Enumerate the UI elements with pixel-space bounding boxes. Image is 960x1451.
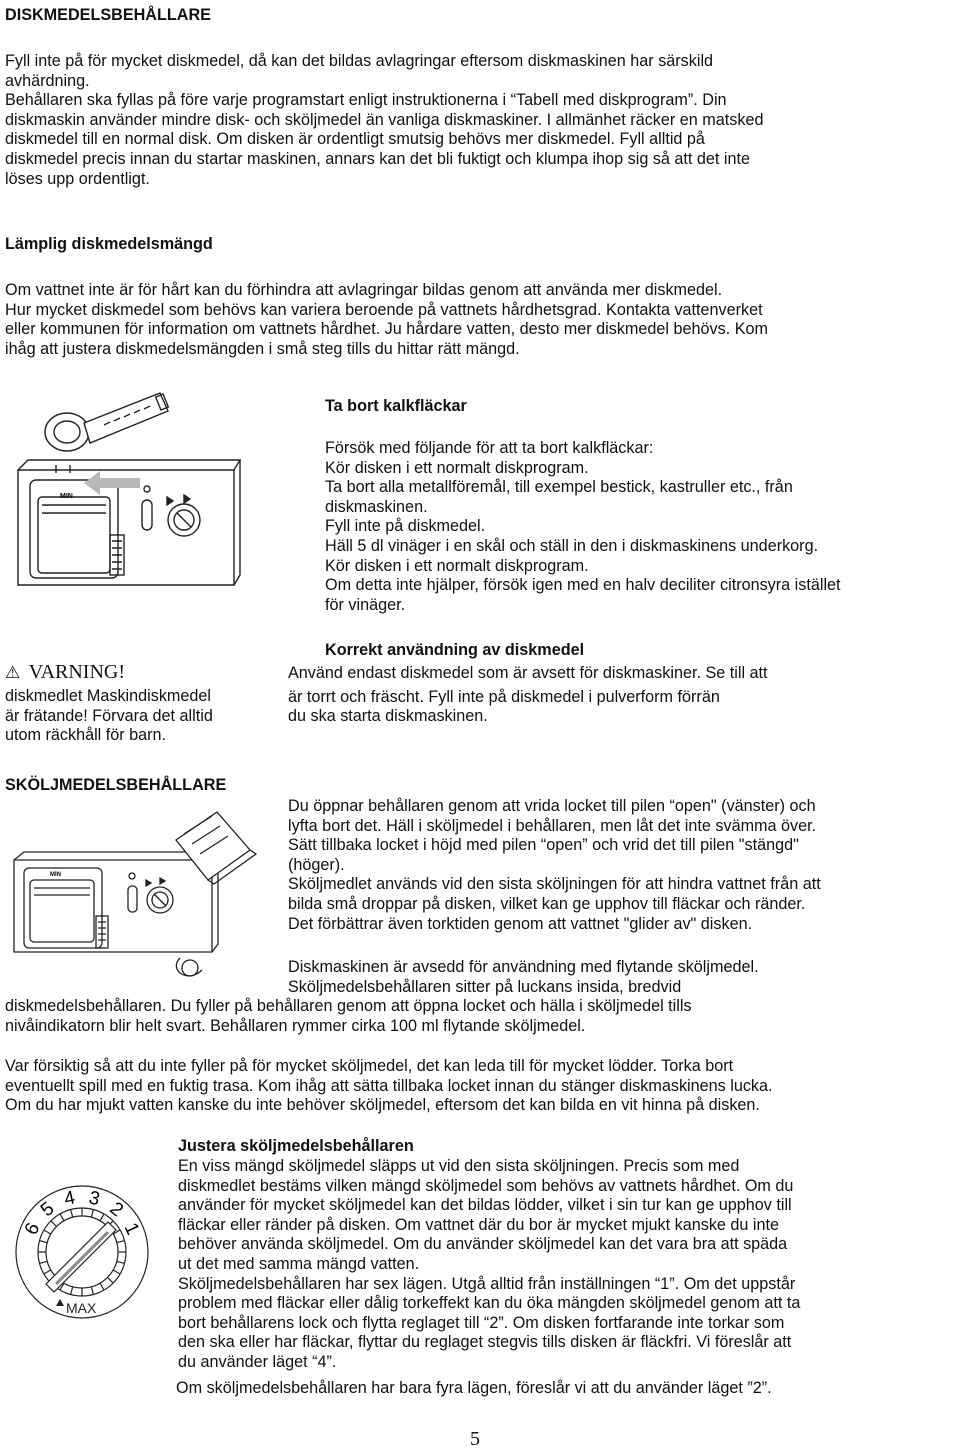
text-line: löses upp ordentligt. bbox=[5, 169, 150, 188]
text-line: Försök med följande för att ta bort kalkfläckar: bbox=[325, 439, 654, 457]
text-line: eventuellt spill med en fuktig trasa. Kom ihåg att sätta tillbaka locket innan du stänger diskmaskinens lucka. bbox=[5, 1076, 773, 1095]
text-line: problem med fläckar eller dålig torkeffekt kan du öka mängden sköljmedel genom att ta bbox=[178, 1294, 801, 1313]
dial-tick bbox=[60, 1214, 64, 1221]
text-line: diskmaskinen. bbox=[325, 497, 428, 516]
rinse-aid-dial-illustration bbox=[4, 1180, 164, 1330]
text-line: Sköljmedelsbehållaren har sex lägen. Utgå alltid från inställningen “1”. Om det uppstår bbox=[178, 1274, 796, 1293]
dial-tick bbox=[117, 1261, 125, 1263]
text-line: nivåindikatorn blir helt svart. Behållaren rymmer cirka 100 ml flytande sköljmedel. bbox=[5, 1016, 586, 1035]
paragraph-skoljmedel-oppna bbox=[288, 797, 821, 934]
paragraph-diskmedel bbox=[5, 52, 763, 189]
text-line: (höger). bbox=[288, 855, 345, 874]
dial-tick bbox=[91, 1210, 93, 1218]
dial-number: 6 bbox=[20, 1219, 45, 1239]
max-label: MAX bbox=[66, 1300, 97, 1316]
text-line: Kör disken i ett normalt diskprogram. bbox=[325, 556, 589, 575]
text-line: En viss mängd sköljmedel släpps ut vid den sista sköljningen. Precis som med bbox=[178, 1157, 740, 1175]
text-line: avhärdning. bbox=[5, 71, 90, 90]
dial-tick bbox=[117, 1241, 125, 1243]
dial-tick bbox=[113, 1270, 120, 1274]
dial-indicator bbox=[46, 1222, 116, 1292]
text-line: Det förbättrar även torktiden genom att vattnet "glider av" disken. bbox=[288, 914, 753, 933]
text-line: Kör disken i ett normalt diskprogram. bbox=[325, 458, 589, 477]
dial-tick bbox=[71, 1287, 73, 1295]
text-line: är torrt och fräscht. Fyll inte på diskmedel i pulverform förrän bbox=[288, 687, 720, 706]
text-line: diskmedel precis innan du startar maskinen, annars kan det bli fuktigt och klumpa ihop sig så att det inte bbox=[5, 149, 751, 168]
text-line: du använder läget “4”. bbox=[178, 1352, 337, 1371]
text-line: Hur mycket diskmedel som behövs kan variera beroende på vattnets hårdhetsgrad. Kontakta vattenverket bbox=[5, 300, 763, 319]
dial-number: 5 bbox=[36, 1198, 59, 1222]
text-line: diskmedlet bestäms vilken mängd sköljmedel som behövs av vattnets hårdhet. Om du bbox=[178, 1176, 794, 1195]
arrow-up-icon bbox=[56, 1299, 64, 1306]
dial-tick bbox=[40, 1241, 48, 1243]
paragraph-justera bbox=[178, 1157, 800, 1373]
text-line: diskmaskin använder mindre disk- och sköljmedel än vanliga diskmaskiner. I allmänhet räcker en matsked bbox=[5, 110, 764, 129]
section-title-lamplig-mangd: Lämplig diskmedelsmängd bbox=[5, 235, 213, 253]
text-line: Häll 5 dl vinäger i en skål och ställ in den i diskmaskinens underkorg. bbox=[325, 536, 819, 555]
text-line: Om du har mjukt vatten kanske du inte behöver sköljmedel, eftersom det kan bilda en vit hinna på disken. bbox=[5, 1096, 760, 1115]
section-title-diskmedelsbehallare: DISKMEDELSBEHÅLLARE bbox=[5, 6, 211, 24]
paragraph-skoljmedel-forsiktig bbox=[5, 1057, 773, 1116]
text-line: använder för mycket sköljmedel kan det bildas lödder, vilket i sin tur kan ge upphov till bbox=[178, 1196, 792, 1215]
paragraph-skoljmedel-fylla bbox=[5, 997, 692, 1036]
max-marker bbox=[56, 1299, 97, 1316]
text-line: ihåg att justera diskmedelsmängden i små steg tills du hittar rätt mängd. bbox=[5, 339, 520, 358]
dial-tick bbox=[91, 1287, 93, 1295]
text-line: bilda små droppar på disken, vilket kan ge upphov till fläckar och ränder. bbox=[288, 894, 806, 913]
paragraph-fyra-lagen: Om sköljmedelsbehållaren har bara fyra lägen, föreslår vi att du använder läget ”2”. bbox=[176, 1379, 772, 1397]
warning-title: VARNING! bbox=[28, 661, 126, 683]
text-line: Sätt tillbaka locket i höjd med pilen “open” och vrid det till pilen "stängd" bbox=[288, 836, 799, 855]
detergent-dispenser-illustration bbox=[12, 385, 252, 615]
text-line: diskmedel till en normal disk. Om disken är ordentligt smutsig behövs mer diskmedel. Fyll alltid på bbox=[5, 130, 705, 149]
warning-icon: ⚠ bbox=[5, 663, 21, 682]
warning-text-line: utom räckhåll för barn. bbox=[5, 726, 167, 745]
section-title-korrekt-anvandning: Korrekt användning av diskmedel bbox=[325, 641, 585, 659]
paragraph-lamplig-mangd bbox=[5, 281, 768, 359]
section-title-kalkflackar: Ta bort kalkfläckar bbox=[325, 397, 467, 415]
text-line: bort behållarens lock och flytta reglaget till “2”. Om disken fortfarande inte torkar som bbox=[178, 1313, 785, 1332]
text-line: Om vattnet inte är för hårt kan du förhindra att avlagringar bildas genom att använda mer diskmedel. bbox=[5, 281, 723, 299]
text-line: Använd endast diskmedel som är avsett för diskmaskiner. Se till att bbox=[288, 664, 768, 682]
text-line: Ta bort alla metallföremål, till exempel bestick, kastruller etc., från bbox=[325, 478, 793, 497]
warning-box bbox=[5, 661, 213, 746]
paragraph-kalkflackar bbox=[325, 439, 841, 615]
dial-tick bbox=[108, 1278, 114, 1284]
dial-number: 2 bbox=[105, 1198, 128, 1222]
text-line: fläckar eller ränder på disken. Om vattnet där du bor är mycket mjukt kanske du inte bbox=[178, 1215, 780, 1234]
text-line: Om detta inte hjälper, försök igen med en halv deciliter citronsyra istället bbox=[325, 576, 841, 595]
text-line: Var försiktig så att du inte fyller på för mycket sköljmedel, det kan leda till för mycket lödder. Torka bort bbox=[5, 1057, 734, 1075]
dial-tick bbox=[100, 1214, 104, 1221]
min-label: MIN bbox=[60, 493, 73, 500]
text-line: eller kommunen för information om vattnets hårdhet. Ju hårdare vatten, desto mer diskmedel behövs. Kom bbox=[5, 320, 768, 339]
section-title-skoljmedelsbehallare: SKÖLJMEDELSBEHÅLLARE bbox=[5, 776, 227, 794]
dial-tick bbox=[44, 1230, 51, 1234]
dial-tick bbox=[100, 1283, 104, 1290]
text-line: Fyll inte på för mycket diskmedel, då kan det bildas avlagringar eftersom diskmaskinen har särskild bbox=[5, 52, 714, 70]
dial-number: 4 bbox=[62, 1187, 78, 1211]
min-label: MIN bbox=[50, 872, 61, 878]
rinse-aid-dispenser-illustration bbox=[12, 800, 277, 980]
text-line: Du öppnar behållaren genom att vrida locket till pilen “open" (vänster) och bbox=[288, 797, 816, 815]
text-line: diskmedelsbehållaren. Du fyller på behållaren genom att öppna locket och hälla i sköljmedel tills bbox=[5, 997, 692, 1015]
text-line: Fyll inte på diskmedel. bbox=[325, 517, 486, 536]
text-line: den ska eller har fläckar, flyttar du reglaget stegvis tills disken är fläckfri. Vi föreslår att bbox=[178, 1333, 792, 1352]
text-line: ut det med samma mängd vatten. bbox=[178, 1254, 420, 1273]
dial-number: 1 bbox=[119, 1219, 144, 1239]
page-number: 5 bbox=[470, 1428, 480, 1450]
section-title-justera: Justera sköljmedelsbehållaren bbox=[178, 1137, 414, 1155]
text-line: behöver använda sköljmedel. Om du använder sköljmedel kan det vara bra att späda bbox=[178, 1235, 788, 1254]
text-line: Sköljmedlet används vid den sista sköljningen för att hindra vattnet från att bbox=[288, 875, 821, 894]
dial-tick bbox=[71, 1210, 73, 1218]
dial-tick bbox=[40, 1261, 48, 1263]
dial-tick bbox=[51, 1221, 57, 1227]
warning-text-line: diskmedlet Maskindiskmedel bbox=[5, 687, 212, 705]
dispenser-lid-tab bbox=[45, 393, 168, 451]
paragraph-skoljmedel-flytande bbox=[288, 958, 759, 997]
text-line: Behållaren ska fyllas på före varje programstart enligt instruktionerna i “Tabell med diskprogram”. Din bbox=[5, 91, 727, 110]
warning-text-line: är frätande! Förvara det alltid bbox=[5, 706, 213, 725]
text-line: lyfta bort det. Häll i sköljmedel i behållaren, men låt det inte svämma över. bbox=[288, 816, 817, 835]
text-line: Diskmaskinen är avsedd för användning med flytande sköljmedel. bbox=[288, 958, 759, 976]
paragraph-korrekt-anvandning bbox=[288, 664, 768, 727]
text-line: för vinäger. bbox=[325, 595, 406, 614]
dial-tick bbox=[44, 1270, 51, 1274]
dial-number: 3 bbox=[86, 1187, 102, 1211]
text-line: Sköljmedelsbehållaren sitter på luckans insida, bredvid bbox=[288, 977, 682, 996]
text-line: du ska starta diskmaskinen. bbox=[288, 707, 488, 726]
